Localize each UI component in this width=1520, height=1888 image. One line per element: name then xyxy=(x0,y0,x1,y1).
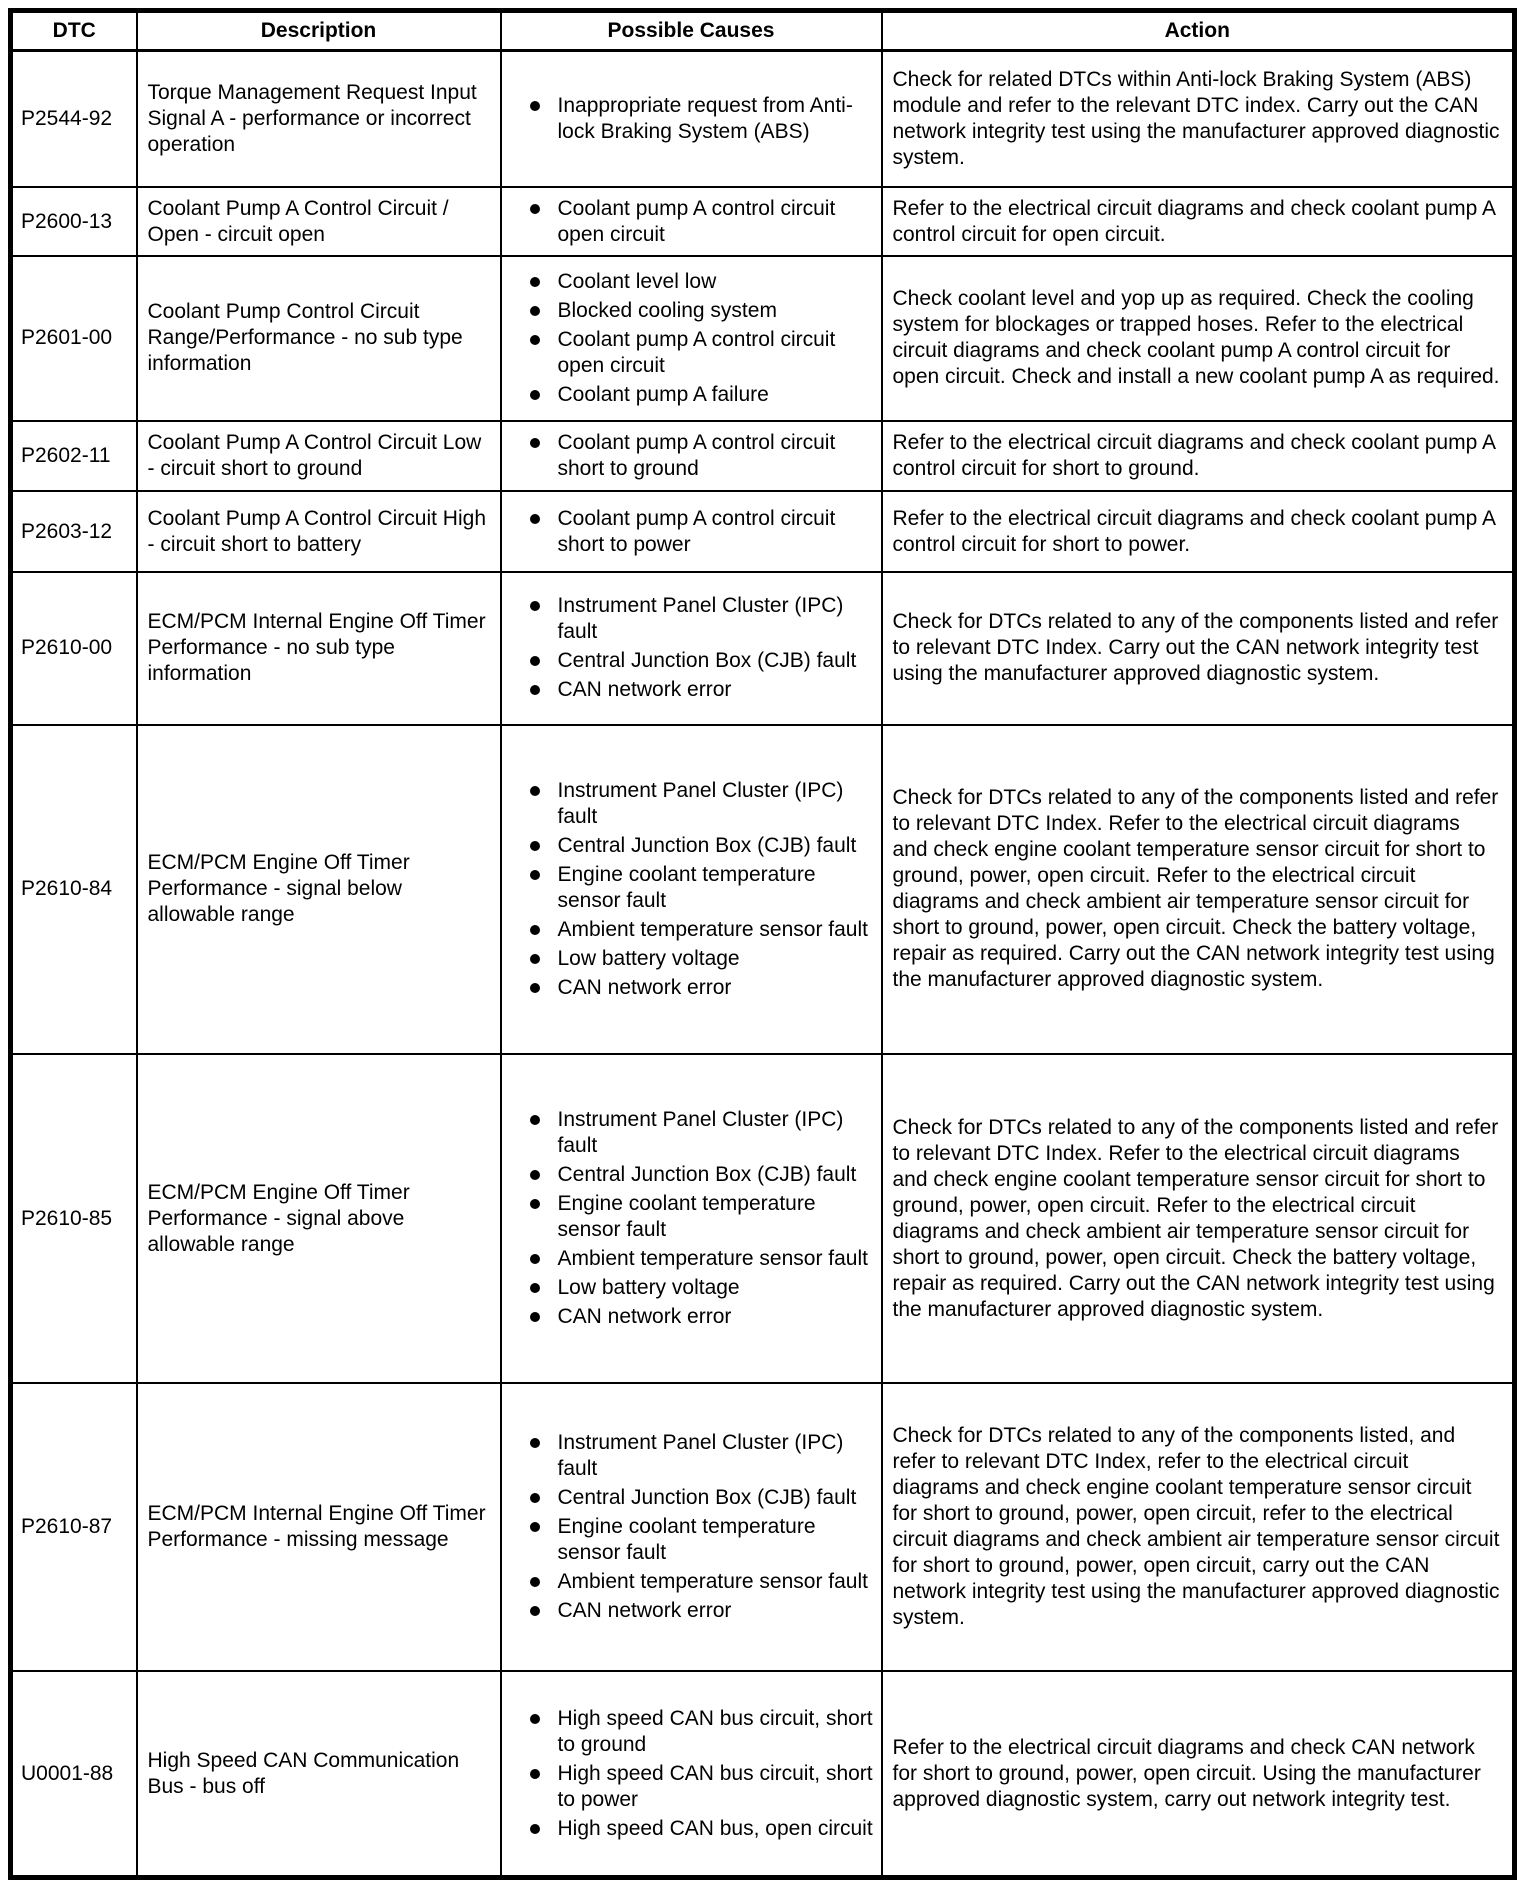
table-row xyxy=(11,1671,1515,1877)
cause-text: Inappropriate request from Anti-lock Braking System (ABS) xyxy=(557,94,853,144)
cause-text: Engine coolant temperature sensor fault xyxy=(557,862,816,912)
bullet-icon xyxy=(530,983,540,993)
table-row xyxy=(11,1054,1515,1383)
cause-item xyxy=(524,298,875,324)
cause-text: Central Junction Box (CJB) fault xyxy=(557,649,857,673)
bullet-icon xyxy=(530,1714,540,1724)
bullet-icon xyxy=(530,101,540,111)
cause-item xyxy=(524,93,875,145)
cause-item xyxy=(524,778,875,830)
cause-text: Coolant pump A control circuit open circuit xyxy=(557,327,836,377)
column-header-possible-causes: Possible Causes xyxy=(501,11,882,51)
table-header-row xyxy=(11,11,1515,51)
cause-text: Engine coolant temperature sensor fault xyxy=(557,1192,816,1242)
bullet-icon xyxy=(530,1493,540,1503)
possible-causes-cell xyxy=(501,725,882,1054)
dtc-code: P2610-87 xyxy=(11,1383,137,1671)
cause-item xyxy=(524,917,875,943)
table-row xyxy=(11,725,1515,1054)
cause-text: Instrument Panel Cluster (IPC) fault xyxy=(557,1431,844,1481)
dtc-code: P2602-11 xyxy=(11,421,137,491)
cause-text: Coolant pump A control circuit short to ground xyxy=(557,431,836,481)
cause-text: Low battery voltage xyxy=(557,946,740,970)
table-row xyxy=(11,256,1515,421)
cause-text: Engine coolant temperature sensor fault xyxy=(557,1515,816,1565)
cause-item xyxy=(524,196,875,248)
cause-item xyxy=(524,1569,875,1595)
action-cell: Refer to the electrical circuit diagrams and check coolant pump A control circuit for short to power. xyxy=(882,491,1515,572)
causes-list xyxy=(502,1430,875,1624)
table-row xyxy=(11,51,1515,188)
dtc-description: High Speed CAN Communication Bus - bus off xyxy=(137,1671,501,1877)
cause-item xyxy=(524,862,875,914)
cause-item xyxy=(524,648,875,674)
bullet-icon xyxy=(530,1170,540,1180)
possible-causes-cell xyxy=(501,1383,882,1671)
bullet-icon xyxy=(530,1199,540,1209)
bullet-icon xyxy=(530,841,540,851)
bullet-icon xyxy=(530,277,540,287)
bullet-icon xyxy=(530,1283,540,1293)
cause-item xyxy=(524,1162,875,1188)
possible-causes-cell xyxy=(501,572,882,725)
cause-item xyxy=(524,677,875,703)
cause-text: Coolant pump A control circuit open circuit xyxy=(557,196,836,246)
bullet-icon xyxy=(530,1606,540,1616)
cause-text: CAN network error xyxy=(557,678,732,702)
cause-item xyxy=(524,269,875,295)
cause-text: Coolant pump A control circuit short to power xyxy=(557,506,836,556)
cause-item xyxy=(524,382,875,408)
column-header-description: Description xyxy=(137,11,501,51)
bullet-icon xyxy=(530,870,540,880)
table-row xyxy=(11,1383,1515,1671)
cause-text: CAN network error xyxy=(557,1305,732,1329)
bullet-icon xyxy=(530,1577,540,1587)
cause-text: Central Junction Box (CJB) fault xyxy=(557,833,857,857)
causes-list xyxy=(502,1107,875,1330)
bullet-icon xyxy=(530,601,540,611)
bullet-icon xyxy=(530,390,540,400)
cause-item xyxy=(524,1485,875,1511)
table-row xyxy=(11,187,1515,255)
cause-item xyxy=(524,1598,875,1624)
action-cell: Check coolant level and yop up as required. Check the cooling system for blockages or trapped hoses. Refer to the electrical circuit diagrams and check coolant pump A control circuit for open circuit. Check and install a new coolant pump A as required. xyxy=(882,256,1515,421)
causes-list xyxy=(502,93,875,145)
causes-list xyxy=(502,506,875,558)
bullet-icon xyxy=(530,1438,540,1448)
possible-causes-cell xyxy=(501,187,882,255)
cause-text: Coolant level low xyxy=(557,269,717,293)
dtc-description: ECM/PCM Internal Engine Off Timer Performance - no sub type information xyxy=(137,572,501,725)
dtc-description: Coolant Pump A Control Circuit / Open - circuit open xyxy=(137,187,501,255)
cause-text: Instrument Panel Cluster (IPC) fault xyxy=(557,594,844,644)
cause-item xyxy=(524,975,875,1001)
cause-item xyxy=(524,506,875,558)
dtc-description: Torque Management Request Input Signal A - performance or incorrect operation xyxy=(137,51,501,188)
bullet-icon xyxy=(530,306,540,316)
cause-text: Instrument Panel Cluster (IPC) fault xyxy=(557,778,844,828)
bullet-icon xyxy=(530,335,540,345)
action-cell: Refer to the electrical circuit diagrams and check CAN network for short to ground, power, open circuit. Using the manufacturer approved diagnostic system, carry out network integrity test. xyxy=(882,1671,1515,1877)
dtc-description: ECM/PCM Internal Engine Off Timer Performance - missing message xyxy=(137,1383,501,1671)
column-header-dtc: DTC xyxy=(11,11,137,51)
causes-list xyxy=(502,196,875,248)
dtc-description: Coolant Pump A Control Circuit High - circuit short to battery xyxy=(137,491,501,572)
bullet-icon xyxy=(530,1115,540,1125)
cause-item xyxy=(524,1304,875,1330)
bullet-icon xyxy=(530,685,540,695)
column-header-action: Action xyxy=(882,11,1515,51)
dtc-code: P2544-92 xyxy=(11,51,137,188)
cause-text: CAN network error xyxy=(557,1599,732,1623)
dtc-index-table xyxy=(8,8,1517,1880)
table-row xyxy=(11,491,1515,572)
bullet-icon xyxy=(530,925,540,935)
possible-causes-cell xyxy=(501,256,882,421)
bullet-icon xyxy=(530,204,540,214)
cause-text: Low battery voltage xyxy=(557,1276,740,1300)
cause-text: Instrument Panel Cluster (IPC) fault xyxy=(557,1108,844,1158)
cause-text: High speed CAN bus, open circuit xyxy=(557,1816,873,1840)
possible-causes-cell xyxy=(501,1054,882,1383)
dtc-description: ECM/PCM Engine Off Timer Performance - signal above allowable range xyxy=(137,1054,501,1383)
cause-text: Ambient temperature sensor fault xyxy=(557,917,868,941)
cause-text: High speed CAN bus circuit, short to ground xyxy=(557,1706,873,1756)
cause-text: Ambient temperature sensor fault xyxy=(557,1570,868,1594)
cause-item xyxy=(524,833,875,859)
action-cell: Refer to the electrical circuit diagrams and check coolant pump A control circuit for open circuit. xyxy=(882,187,1515,255)
action-cell: Check for DTCs related to any of the components listed and refer to relevant DTC Index. Refer to the electrical circuit diagrams and check engine coolant temperature sensor circuit for short to ground, power, open circuit. Refer to the electrical circuit diagrams and check ambient air temperature sensor circuit for short to ground, power, open circuit. Check the battery voltage, repair as required. Carry out the CAN network integrity test using the manufacturer approved diagnostic system. xyxy=(882,725,1515,1054)
cause-text: Blocked cooling system xyxy=(557,298,777,322)
action-cell: Check for DTCs related to any of the components listed and refer to relevant DTC Index. Carry out the CAN network integrity test using the manufacturer approved diagnostic system. xyxy=(882,572,1515,725)
action-cell: Refer to the electrical circuit diagrams and check coolant pump A control circuit for short to ground. xyxy=(882,421,1515,491)
cause-text: High speed CAN bus circuit, short to power xyxy=(557,1761,873,1811)
cause-text: Central Junction Box (CJB) fault xyxy=(557,1486,857,1510)
dtc-description: ECM/PCM Engine Off Timer Performance - signal below allowable range xyxy=(137,725,501,1054)
dtc-code: P2610-85 xyxy=(11,1054,137,1383)
dtc-description: Coolant Pump Control Circuit Range/Performance - no sub type information xyxy=(137,256,501,421)
table-row xyxy=(11,572,1515,725)
bullet-icon xyxy=(530,1312,540,1322)
dtc-code: U0001-88 xyxy=(11,1671,137,1877)
possible-causes-cell xyxy=(501,491,882,572)
action-cell: Check for related DTCs within Anti-lock Braking System (ABS) module and refer to the relevant DTC index. Carry out the CAN network integrity test using the manufacturer approved diagnostic system. xyxy=(882,51,1515,188)
cause-item xyxy=(524,1761,875,1813)
bullet-icon xyxy=(530,786,540,796)
cause-item xyxy=(524,1430,875,1482)
cause-item xyxy=(524,1275,875,1301)
dtc-code: P2603-12 xyxy=(11,491,137,572)
bullet-icon xyxy=(530,514,540,524)
bullet-icon xyxy=(530,954,540,964)
bullet-icon xyxy=(530,1254,540,1264)
cause-item xyxy=(524,1514,875,1566)
dtc-code: P2601-00 xyxy=(11,256,137,421)
possible-causes-cell xyxy=(501,1671,882,1877)
cause-text: CAN network error xyxy=(557,975,732,999)
cause-item xyxy=(524,946,875,972)
cause-item xyxy=(524,327,875,379)
bullet-icon xyxy=(530,1824,540,1834)
cause-item xyxy=(524,1246,875,1272)
cause-item xyxy=(524,1816,875,1842)
action-cell: Check for DTCs related to any of the components listed and refer to relevant DTC Index. Refer to the electrical circuit diagrams and check engine coolant temperature sensor circuit for short to ground, power, open circuit. Refer to the electrical circuit diagrams and check ambient air temperature sensor circuit for short to ground, power, open circuit. Check the battery voltage, repair as required. Carry out the CAN network integrity test using the manufacturer approved diagnostic system. xyxy=(882,1054,1515,1383)
cause-text: Central Junction Box (CJB) fault xyxy=(557,1163,857,1187)
dtc-code: P2610-00 xyxy=(11,572,137,725)
cause-text: Ambient temperature sensor fault xyxy=(557,1247,868,1271)
causes-list xyxy=(502,593,875,703)
cause-item xyxy=(524,1107,875,1159)
bullet-icon xyxy=(530,1769,540,1779)
bullet-icon xyxy=(530,438,540,448)
cause-text: Coolant pump A failure xyxy=(557,382,769,406)
causes-list xyxy=(502,778,875,1001)
cause-item xyxy=(524,1706,875,1758)
cause-item xyxy=(524,430,875,482)
dtc-description: Coolant Pump A Control Circuit Low - circuit short to ground xyxy=(137,421,501,491)
cause-item xyxy=(524,1191,875,1243)
cause-item xyxy=(524,593,875,645)
causes-list xyxy=(502,430,875,482)
causes-list xyxy=(502,269,875,408)
dtc-code: P2610-84 xyxy=(11,725,137,1054)
action-cell: Check for DTCs related to any of the components listed, and refer to relevant DTC Index, refer to the electrical circuit diagrams and check engine coolant temperature sensor circuit for short to ground, power, open circuit, refer to the electrical circuit diagrams and check ambient air temperature sensor circuit for short to ground, power, open circuit, carry out the CAN network integrity test using the manufacturer approved diagnostic system. xyxy=(882,1383,1515,1671)
table-row xyxy=(11,421,1515,491)
dtc-code: P2600-13 xyxy=(11,187,137,255)
bullet-icon xyxy=(530,656,540,666)
possible-causes-cell xyxy=(501,51,882,188)
bullet-icon xyxy=(530,1522,540,1532)
possible-causes-cell xyxy=(501,421,882,491)
causes-list xyxy=(502,1706,875,1842)
